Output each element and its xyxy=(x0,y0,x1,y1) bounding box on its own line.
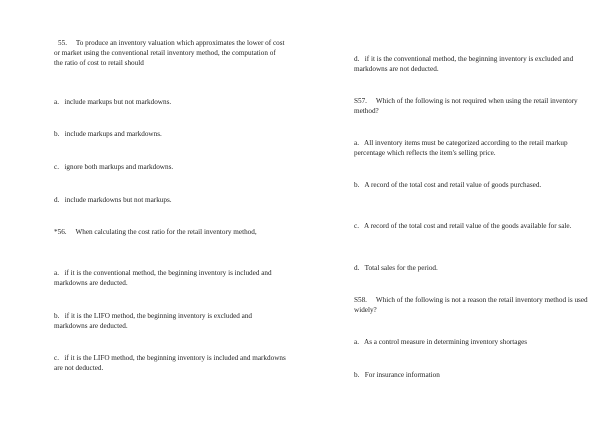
option-text: For insurance information xyxy=(364,371,440,379)
q55-option-d xyxy=(54,195,286,205)
option-letter: d. xyxy=(354,264,360,272)
question-number: S57. xyxy=(354,97,367,105)
q56-option-d xyxy=(354,54,590,74)
question-number: 55. xyxy=(58,39,67,47)
question-stem: Which of the following is not required when using the retail inventory method? xyxy=(354,97,578,115)
option-letter: c. xyxy=(54,354,59,362)
q58-option-a xyxy=(354,337,590,347)
question-number: S58. xyxy=(354,296,367,304)
option-text: ignore both markups and markdowns. xyxy=(64,163,174,171)
question-58 xyxy=(354,295,590,315)
option-letter: c. xyxy=(354,222,359,230)
option-letter: b. xyxy=(54,312,60,320)
q56-option-b xyxy=(54,311,286,331)
option-letter: c. xyxy=(54,163,59,171)
option-text: A record of the total cost and retail value of goods purchased. xyxy=(364,181,542,189)
option-text: if it is the conventional method, the beginning inventory is included and markdowns are deducted. xyxy=(54,269,272,287)
option-letter: b. xyxy=(54,130,60,138)
q57-option-b xyxy=(354,180,590,190)
option-text: A record of the total cost and retail value of the goods available for sale. xyxy=(364,222,572,230)
option-text: As a control measure in determining inventory shortages xyxy=(364,338,528,346)
option-letter: a. xyxy=(54,98,59,106)
question-stem: Which of the following is not a reason the retail inventory method is used widely? xyxy=(354,296,588,314)
option-letter: d. xyxy=(54,196,60,204)
question-number: *56. xyxy=(54,228,67,236)
option-text: include markups and markdowns. xyxy=(64,130,162,138)
option-text: if it is the LIFO method, the beginning inventory is excluded and markdowns are deducted. xyxy=(54,312,253,330)
option-text: include markdowns but not markups. xyxy=(64,196,172,204)
option-text: All inventory items must be categorized according to the retail markup percentage which reflects the item's selling price. xyxy=(354,139,568,157)
question-stem: To produce an inventory valuation which approximates the lower of cost or market using the conventional retail inventory method, the computation of the ratio of cost to retail should xyxy=(54,39,285,67)
option-text: if it is the conventional method, the beginning inventory is excluded and markdowns are not deducted. xyxy=(354,55,574,73)
q56-option-a xyxy=(54,268,286,288)
option-letter: a. xyxy=(354,338,359,346)
q58-option-b xyxy=(354,370,590,380)
question-55 xyxy=(54,38,286,68)
option-letter: d. xyxy=(354,55,360,63)
option-letter: b. xyxy=(354,371,360,379)
option-text: if it is the LIFO method, the beginning inventory is included and markdowns are not deducted. xyxy=(54,354,286,372)
question-56 xyxy=(54,227,286,237)
q57-option-c xyxy=(354,221,590,231)
option-letter: a. xyxy=(354,139,359,147)
q57-option-a xyxy=(354,138,590,158)
option-letter: b. xyxy=(354,181,360,189)
q55-option-a xyxy=(54,97,286,107)
q55-option-b xyxy=(54,129,286,139)
q55-option-c xyxy=(54,162,286,172)
option-text: Total sales for the period. xyxy=(364,264,438,272)
q57-option-d xyxy=(354,263,590,273)
question-stem: When calculating the cost ratio for the retail inventory method, xyxy=(75,228,257,236)
q56-option-c xyxy=(54,353,286,373)
question-57 xyxy=(354,96,590,116)
option-letter: a. xyxy=(54,269,59,277)
option-text: include markups but not markdowns. xyxy=(64,98,172,106)
